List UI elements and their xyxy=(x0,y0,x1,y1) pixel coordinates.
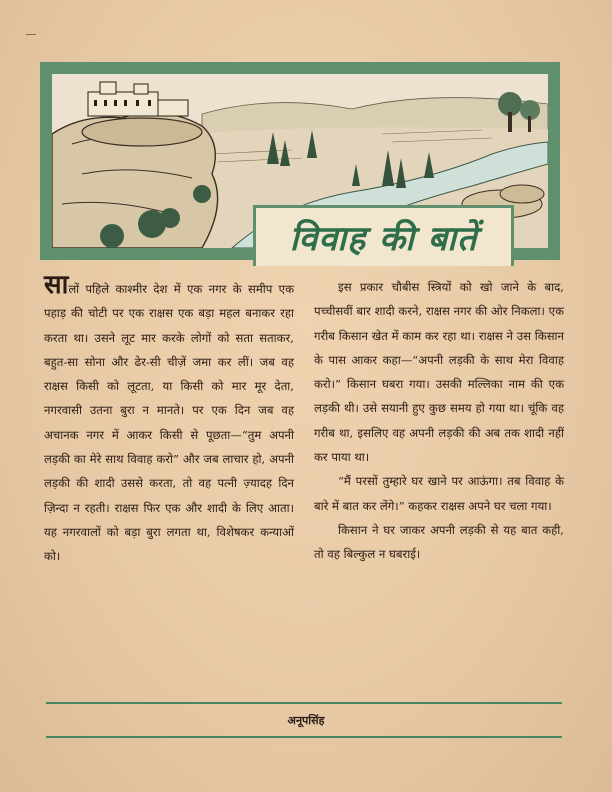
paragraph xyxy=(44,270,294,569)
author-credit: अनूपसिंह xyxy=(287,714,325,727)
paragraph: किसान ने घर जाकर अपनी लड़की से यह बात कही, तो वह बिल्कुल न घबराई। xyxy=(314,522,564,562)
story-body xyxy=(44,270,564,695)
left-column xyxy=(44,270,294,569)
divider-top xyxy=(46,702,562,704)
drop-cap: सा xyxy=(44,270,69,300)
right-column xyxy=(314,275,564,567)
title-banner xyxy=(253,205,514,266)
paragraph-text: लों पहिले काश्मीर देश में एक नगर के समीप एक पहाड़ की चोटी पर एक राक्षस एक बड़ा महल बनाकर रहा करता था। उसने लूट मार करके लोगों को सता सताकर, बहुत-सा सोना और ढेर-सी चीज़ें जमा कर लीं। जब वह राक्षस किसी को लूटता, या किसी को मार मूर देता, नगरवासी उतना बुरा न मानते। पर एक दिन जब वह अचानक नगर में आकर किसी से पूछता—“तुम अपनी लड़की का मेरे साथ विवाह करो” और जब लाचार हो, अपनी लड़की की शादी उससे करता, तो वह पत्नी ज़्यादह दिन ज़िन्दा न रहती। राक्षस फिर एक और शादी के लिए आता। यह नगरवालों को बड़ा बुरा लगता था, विशेषकर कन्याओं को। xyxy=(44,282,294,564)
paragraph: इस प्रकार चौबीस स्त्रियों को खो जाने के बाद, पच्चीसवीं बार शादी करने, राक्षस नगर की ओर निकला। एक गरीब किसान खेत में काम कर रहा था। राक्षस ने उस किसान के पास आकर कहा—“अपनी लड़की के साथ मेरा विवाह करो।” किसान घबरा गया। उसकी मल्लिका नाम की एक लड़की थी। उसे सयानी हुए कुछ समय हो गया था। चूंकि वह गरीब था, इसलिए वह अपनी लड़की की अब तक शादी नहीं कर पाया था। xyxy=(314,280,564,465)
divider-bottom xyxy=(46,736,562,738)
margin-mark xyxy=(26,34,36,35)
paragraph: “मैं परसों तुम्हारे घर खाने पर आऊंगा। तब विवाह के बारे में बात कर लेंगे।” कहकर राक्षस अपने घर चला गया। xyxy=(314,474,564,513)
story-title: विवाह की बातें xyxy=(289,219,478,259)
